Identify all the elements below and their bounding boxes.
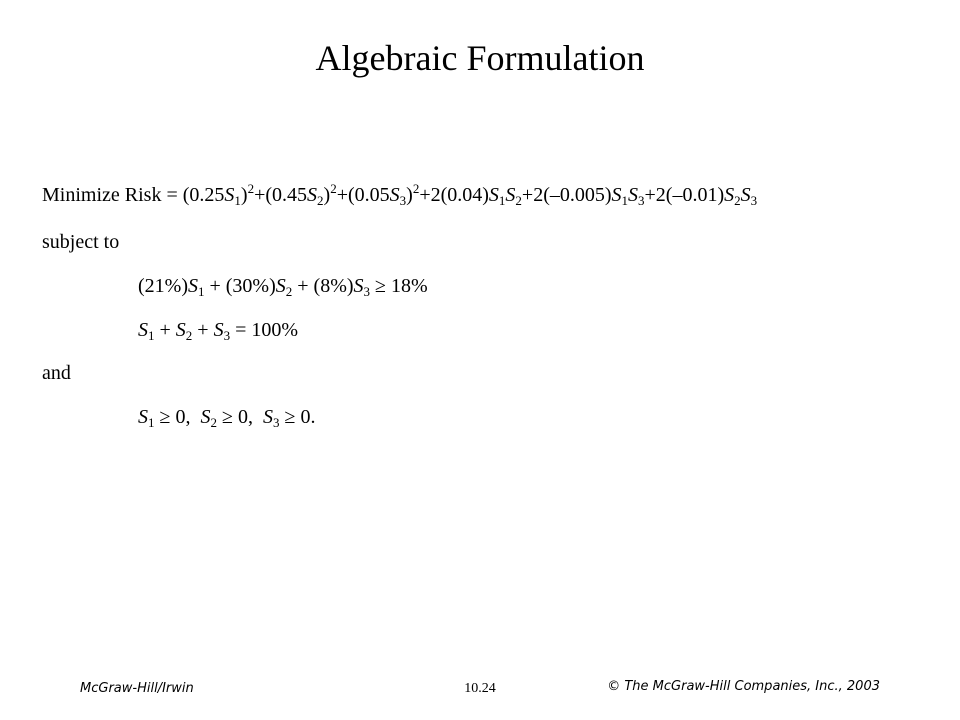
variable: S — [389, 184, 400, 206]
subscript: 3 — [638, 193, 645, 208]
constraint-text: + (8%) — [292, 275, 354, 297]
constraint-text: ≥ 0, — [216, 406, 263, 428]
subscript: 2 — [317, 193, 324, 208]
variable: S — [138, 319, 148, 341]
subscript: 1 — [148, 328, 155, 343]
variable: S — [307, 184, 318, 206]
variable: S — [138, 406, 148, 428]
constraint-text: = 100% — [230, 319, 299, 341]
constraint-text: + — [192, 319, 214, 341]
exponent: 2 — [412, 181, 420, 196]
and-label: and — [42, 362, 71, 384]
constraint-text: + (30%) — [204, 275, 276, 297]
subscript: 1 — [621, 193, 629, 208]
objective-text: ) — [240, 184, 248, 206]
footer-publisher: McGraw-Hill/Irwin — [80, 681, 194, 696]
variable: S — [224, 184, 235, 206]
variable: S — [353, 275, 364, 297]
subscript: 2 — [185, 328, 193, 343]
subscript: 1 — [148, 415, 155, 430]
constraint-text: ≥ 0. — [279, 406, 316, 428]
subscript: 3 — [272, 415, 280, 430]
constraint-text: ≥ 18% — [370, 275, 428, 297]
variable: S — [213, 319, 224, 341]
objective-text: +(0.45 — [254, 184, 308, 206]
subscript: 2 — [515, 193, 522, 208]
slide-title: Algebraic Formulation — [315, 38, 645, 78]
subscript: 3 — [399, 193, 407, 208]
constraint-text: (21%) — [138, 275, 188, 297]
constraint-text: + — [154, 319, 176, 341]
variable: S — [200, 406, 211, 428]
objective-text: +2(–0.01) — [644, 184, 725, 206]
subscript: 3 — [223, 328, 231, 343]
variable: S — [740, 184, 751, 206]
subscript: 2 — [734, 193, 741, 208]
subscript: 1 — [197, 284, 205, 299]
objective-text: +2(0.04) — [419, 184, 489, 206]
subject-to-label: subject to — [42, 231, 120, 253]
objective-text: +(0.05 — [336, 184, 390, 206]
objective-function — [42, 183, 757, 207]
subscript: 2 — [285, 284, 293, 299]
subscript: 3 — [750, 193, 758, 208]
subscript: 2 — [210, 415, 217, 430]
variable: S — [628, 184, 639, 206]
variable: S — [505, 184, 516, 206]
footer-copyright: © The McGraw-Hill Companies, Inc., 2003 — [607, 679, 880, 694]
subscript: 3 — [363, 284, 371, 299]
constraint-text: ≥ 0, — [154, 406, 201, 428]
variable: S — [275, 275, 286, 297]
variable: S — [175, 319, 186, 341]
variable: S — [611, 184, 622, 206]
exponent: 2 — [330, 181, 337, 196]
footer-slide-number: 10.24 — [464, 681, 496, 696]
variable: S — [724, 184, 735, 206]
objective-text: +2(–0.005) — [521, 184, 612, 206]
objective-text: Minimize Risk = (0.25 — [42, 184, 225, 206]
nonnegativity-constraint — [138, 405, 315, 429]
objective-text: ) — [323, 184, 331, 206]
variable: S — [488, 184, 499, 206]
variable: S — [187, 275, 198, 297]
variable: S — [262, 406, 273, 428]
return-constraint — [138, 274, 428, 298]
exponent: 2 — [247, 181, 255, 196]
subscript: 1 — [234, 193, 241, 208]
total-constraint — [138, 318, 298, 342]
subscript: 1 — [498, 193, 506, 208]
objective-text: ) — [406, 184, 413, 206]
